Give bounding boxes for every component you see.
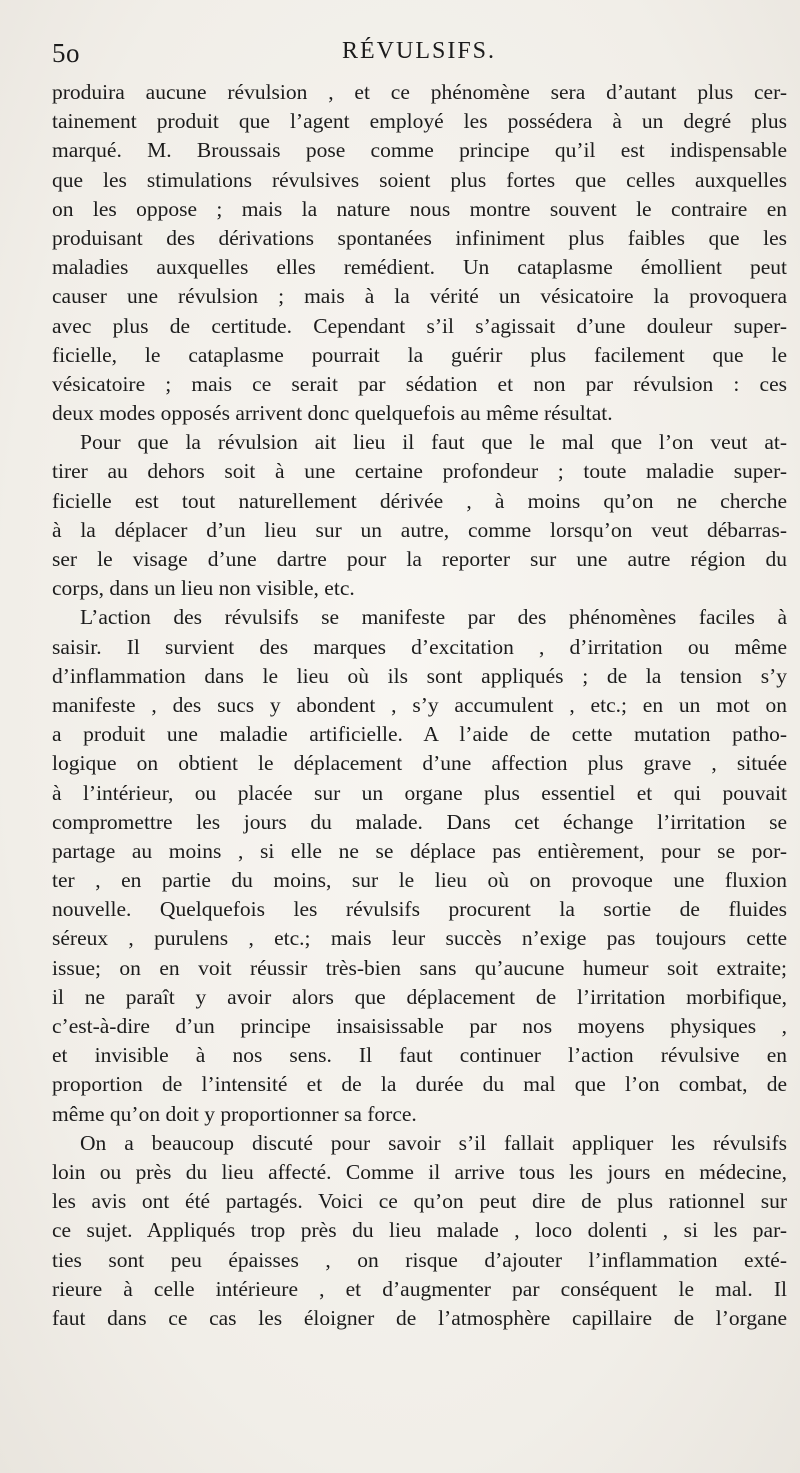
text-line: On a beaucoup discuté pour savoir s’il fallait appliquer les révulsifs: [80, 1130, 787, 1155]
text-line: ficielle, le cataplasme pourrait la guérir plus facilement que le: [52, 342, 787, 367]
text-line: d’inflammation dans le lieu où ils sont appliqués ; de la tension s’y: [52, 663, 787, 688]
text-line: partage au moins , si elle ne se déplace pas entièrement, pour se por-: [52, 838, 787, 863]
text-line: loin ou près du lieu affecté. Comme il arrive tous les jours en médecine,: [52, 1159, 787, 1184]
text-line: proportion de l’intensité et de la durée du mal que l’on combat, de: [52, 1072, 787, 1097]
text-line: saisir. Il survient des marques d’excitation , d’irritation ou même: [52, 634, 787, 659]
text-line: produira aucune révulsion , et ce phénomène sera d’autant plus cer-: [52, 80, 787, 104]
text-line: tirer au dehors soit à une certaine profondeur ; toute maladie super-: [52, 459, 787, 484]
text-line: ce sujet. Appliqués trop près du lieu malade , loco dolenti , si les par-: [52, 1218, 787, 1243]
text-line: deux modes opposés arrivent donc quelquefois au même résultat.: [52, 401, 613, 426]
text-line: tainement produit que l’agent employé les possédera à un degré plus: [52, 109, 787, 134]
text-line: il ne paraît y avoir alors que déplacement de l’irritation morbifique,: [52, 984, 787, 1009]
text-line: marqué. M. Broussais pose comme principe qu’il est indispensable: [52, 138, 787, 163]
page-number: 5o: [52, 38, 80, 68]
text-line: on les oppose ; mais la nature nous montre souvent le contraire en: [52, 196, 787, 221]
text-line: Pour que la révulsion ait lieu il faut que le mal que l’on veut at-: [80, 430, 787, 455]
running-title: RÉVULSIFS.: [342, 38, 497, 64]
text-line: vésicatoire ; mais ce serait par sédation et non par révulsion : ces: [52, 371, 787, 396]
text-line: causer une révulsion ; mais à la vérité un vésicatoire la provoquera: [52, 284, 787, 309]
text-line: faut dans ce cas les éloigner de l’atmosphère capillaire de l’organe: [52, 1305, 787, 1330]
text-line: ter , en partie du moins, sur le lieu où on provoque une fluxion: [52, 868, 787, 893]
text-line: rieure à celle intérieure , et d’augmenter par conséquent le mal. Il: [52, 1276, 787, 1301]
text-line: produisant des dérivations spontanées infiniment plus faibles que les: [52, 225, 787, 250]
text-line: avec plus de certitude. Cependant s’il s’agissait d’une douleur super-: [52, 313, 787, 338]
text-line: a produit une maladie artificielle. A l’aide de cette mutation patho-: [52, 722, 787, 747]
text-line: compromettre les jours du malade. Dans cet échange l’irritation se: [52, 809, 787, 834]
text-line: corps, dans un lieu non visible, etc.: [52, 576, 355, 601]
page-header: [52, 38, 760, 70]
text-line: c’est-à-dire d’un principe insaisissable par nos moyens physiques ,: [52, 1014, 787, 1038]
text-line: et invisible à nos sens. Il faut continuer l’action révulsive en: [52, 1043, 787, 1068]
text-line: même qu’on doit y proportionner sa force.: [52, 1101, 417, 1126]
text-line: ties sont peu épaisses , on risque d’ajouter l’inflammation exté-: [52, 1247, 787, 1272]
text-line: ser le visage d’une dartre pour la reporter sur une autre région du: [52, 547, 787, 571]
text-line: L’action des révulsifs se manifeste par des phénomènes faciles à: [80, 605, 787, 630]
text-line: les avis ont été partagés. Voici ce qu’on peut dire de plus rationnel sur: [52, 1189, 787, 1214]
text-line: issue; on en voit réussir très-bien sans qu’aucune humeur soit extraite;: [52, 955, 787, 980]
text-line: séreux , purulens , etc.; mais leur succès n’exige pas toujours cette: [52, 926, 787, 951]
text-line: maladies auxquelles elles remédient. Un cataplasme émollient peut: [52, 255, 787, 280]
text-line: ficielle est tout naturellement dérivée , à moins qu’on ne cherche: [52, 488, 787, 513]
text-line: à l’intérieur, ou placée sur un organe plus essentiel et qui pouvait: [52, 780, 787, 805]
text-line: manifeste , des sucs y abondent , s’y accumulent , etc.; en un mot on: [52, 692, 787, 717]
text-line: à la déplacer d’un lieu sur un autre, comme lorsqu’on veut débarras-: [52, 517, 787, 542]
text-line: que les stimulations révulsives soient plus fortes que celles auxquelles: [52, 167, 787, 192]
text-line: logique on obtient le déplacement d’une affection plus grave , située: [52, 751, 787, 776]
body-text: [52, 78, 787, 1333]
text-line: nouvelle. Quelquefois les révulsifs procurent la sortie de fluides: [52, 897, 787, 922]
